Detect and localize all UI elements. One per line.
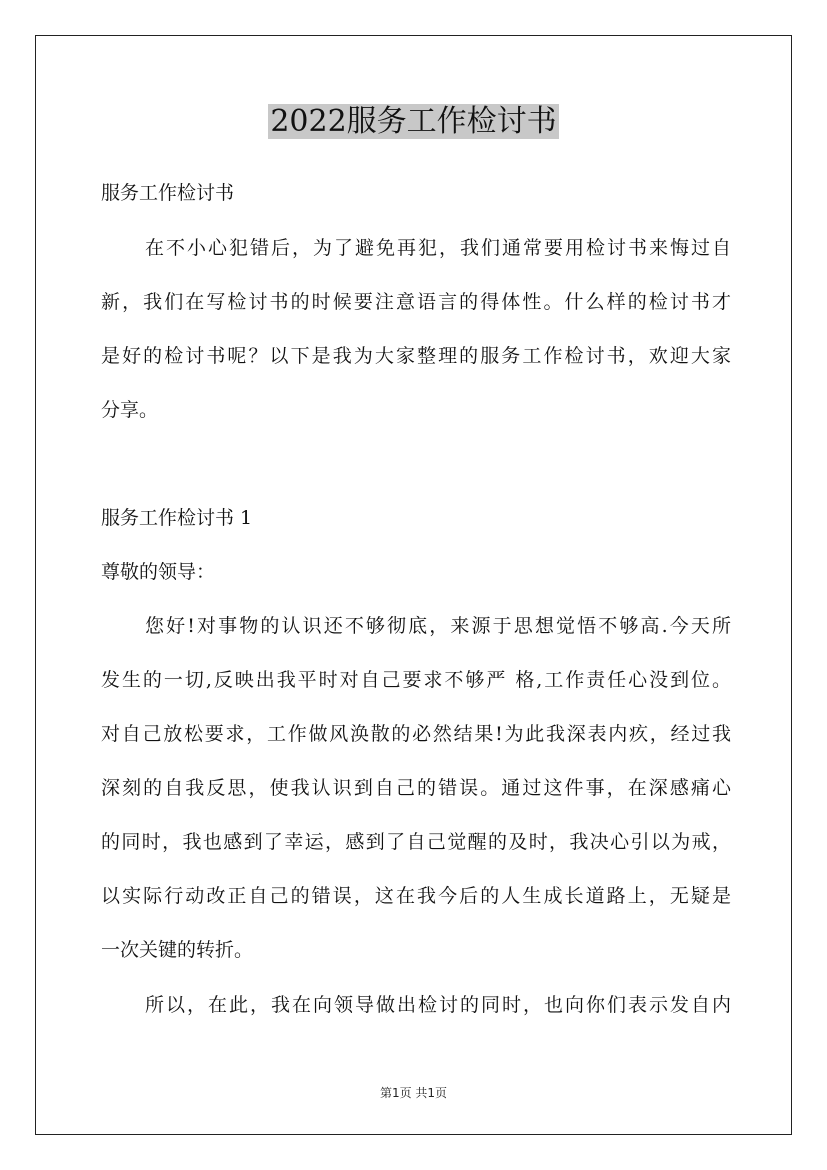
body-line: 深刻的自我反思，使我认识到自己的错误。通过这件事，在深感痛心 (101, 777, 731, 799)
document-title (0, 102, 827, 142)
section-heading: 服务工作检讨书 1 (101, 507, 253, 529)
body-line: 一次关键的转折。 (101, 939, 254, 961)
intro-line: 是好的检讨书呢？以下是我为大家整理的服务工作检讨书，欢迎大家 (101, 345, 731, 367)
body-line: 的同时，我也感到了幸运，感到了自己觉醒的及时，我决心引以为戒， (101, 831, 731, 853)
salutation: 尊敬的领导： (101, 561, 216, 583)
body-line: 所以，在此，我在向领导做出检讨的同时，也向你们表示发自内 (145, 994, 731, 1016)
intro-line: 分享。 (101, 399, 159, 421)
subtitle: 服务工作检讨书 (101, 182, 235, 204)
intro-line: 在不小心犯错后，为了避免再犯，我们通常要用检讨书来悔过自 (145, 237, 731, 259)
document-title-text: 2022服务工作检讨书 (270, 104, 557, 139)
body-line: 发生的一切,反映出我平时对自己要求不够严 格,工作责任心没到位。 (101, 669, 731, 691)
body-line: 对自己放松要求，工作做风涣散的必然结果!为此我深表内疚，经过我 (101, 723, 731, 745)
body-line: 您好!对事物的认识还不够彻底，来源于思想觉悟不够高.今天所 (145, 615, 731, 637)
intro-line: 新，我们在写检讨书的时候要注意语言的得体性。什么样的检讨书才 (101, 291, 731, 313)
page-footer: 第1页 共1页 (379, 1086, 448, 1100)
body-line: 以实际行动改正自己的错误，这在我今后的人生成长道路上，无疑是 (101, 885, 731, 907)
